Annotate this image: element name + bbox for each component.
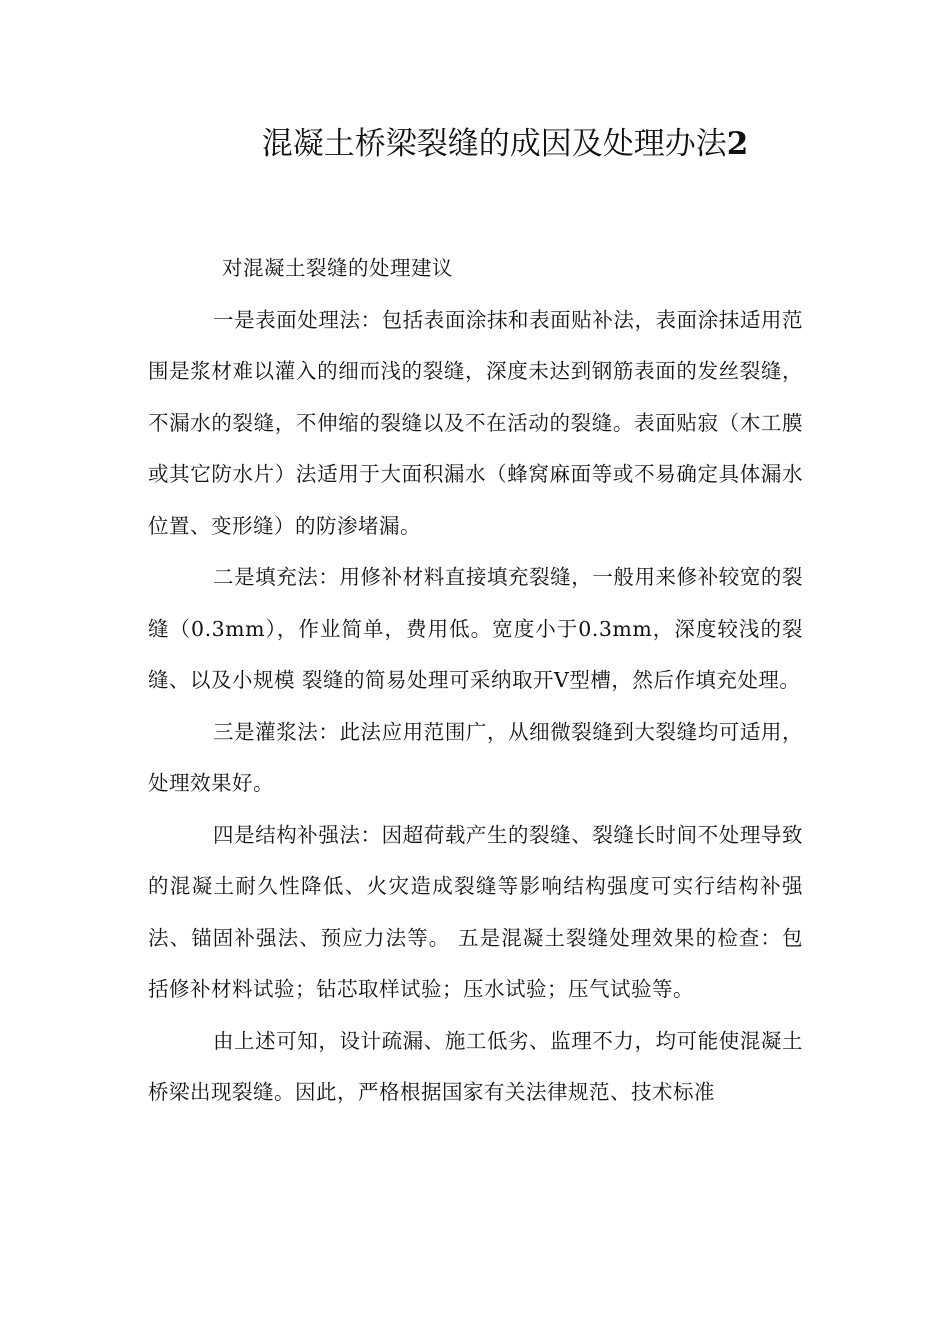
paragraph-conclusion: 由上述可知，设计疏漏、施工低劣、监理不力，均可能使混凝土桥梁出现裂缝。因此，严格根据国家有关法律规范、技术标准: [148, 1028, 803, 1104]
document-title: [0, 120, 950, 168]
paragraph-surface-treatment: 一是表面处理法：包括表面涂抹和表面贴补法，表面涂抹适用范围是浆材难以灌入的细而浅的裂缝，深度未达到钢筋表面的发丝裂缝，不漏水的裂缝，不伸缩的裂缝以及不在活动的裂缝。表面贴寂（木工膜或其它防水片）法适用于大面积漏水（蜂窝麻面等或不易确定具体漏水位置、变形缝）的防渗堵漏。: [148, 307, 803, 538]
document-body: [148, 243, 803, 1119]
paragraph-structural-reinforcement: 四是结构补强法：因超荷载产生的裂缝、裂缝长时间不处理导致的混凝土耐久性降低、火灾造成裂缝等影响结构强度可实行结构补强法、锚固补强法、预应力法等。 五是混凝土裂缝处理效果的检查：包括修补材料试验；钻芯取样试验；压水试验；压气试验等。: [148, 822, 803, 1001]
title-text: 混凝土桥梁裂缝的成因及处理办法: [261, 126, 727, 162]
title-number: 2: [726, 126, 749, 162]
paragraph-grouting-method: 三是灌浆法：此法应用范围广，从细微裂缝到大裂缝均可适用，处理效果好。: [148, 719, 803, 795]
section-heading: 对混凝土裂缝的处理建议: [222, 256, 453, 280]
paragraph-filling-method: 二是填充法：用修补材料直接填充裂缝，一般用来修补较宽的裂缝（0.3mm），作业简单，费用低。宽度小于0.3mm，深度较浅的裂缝、以及小规模 裂缝的简易处理可采纳取开V型槽，然后作填充处理。: [148, 565, 803, 692]
